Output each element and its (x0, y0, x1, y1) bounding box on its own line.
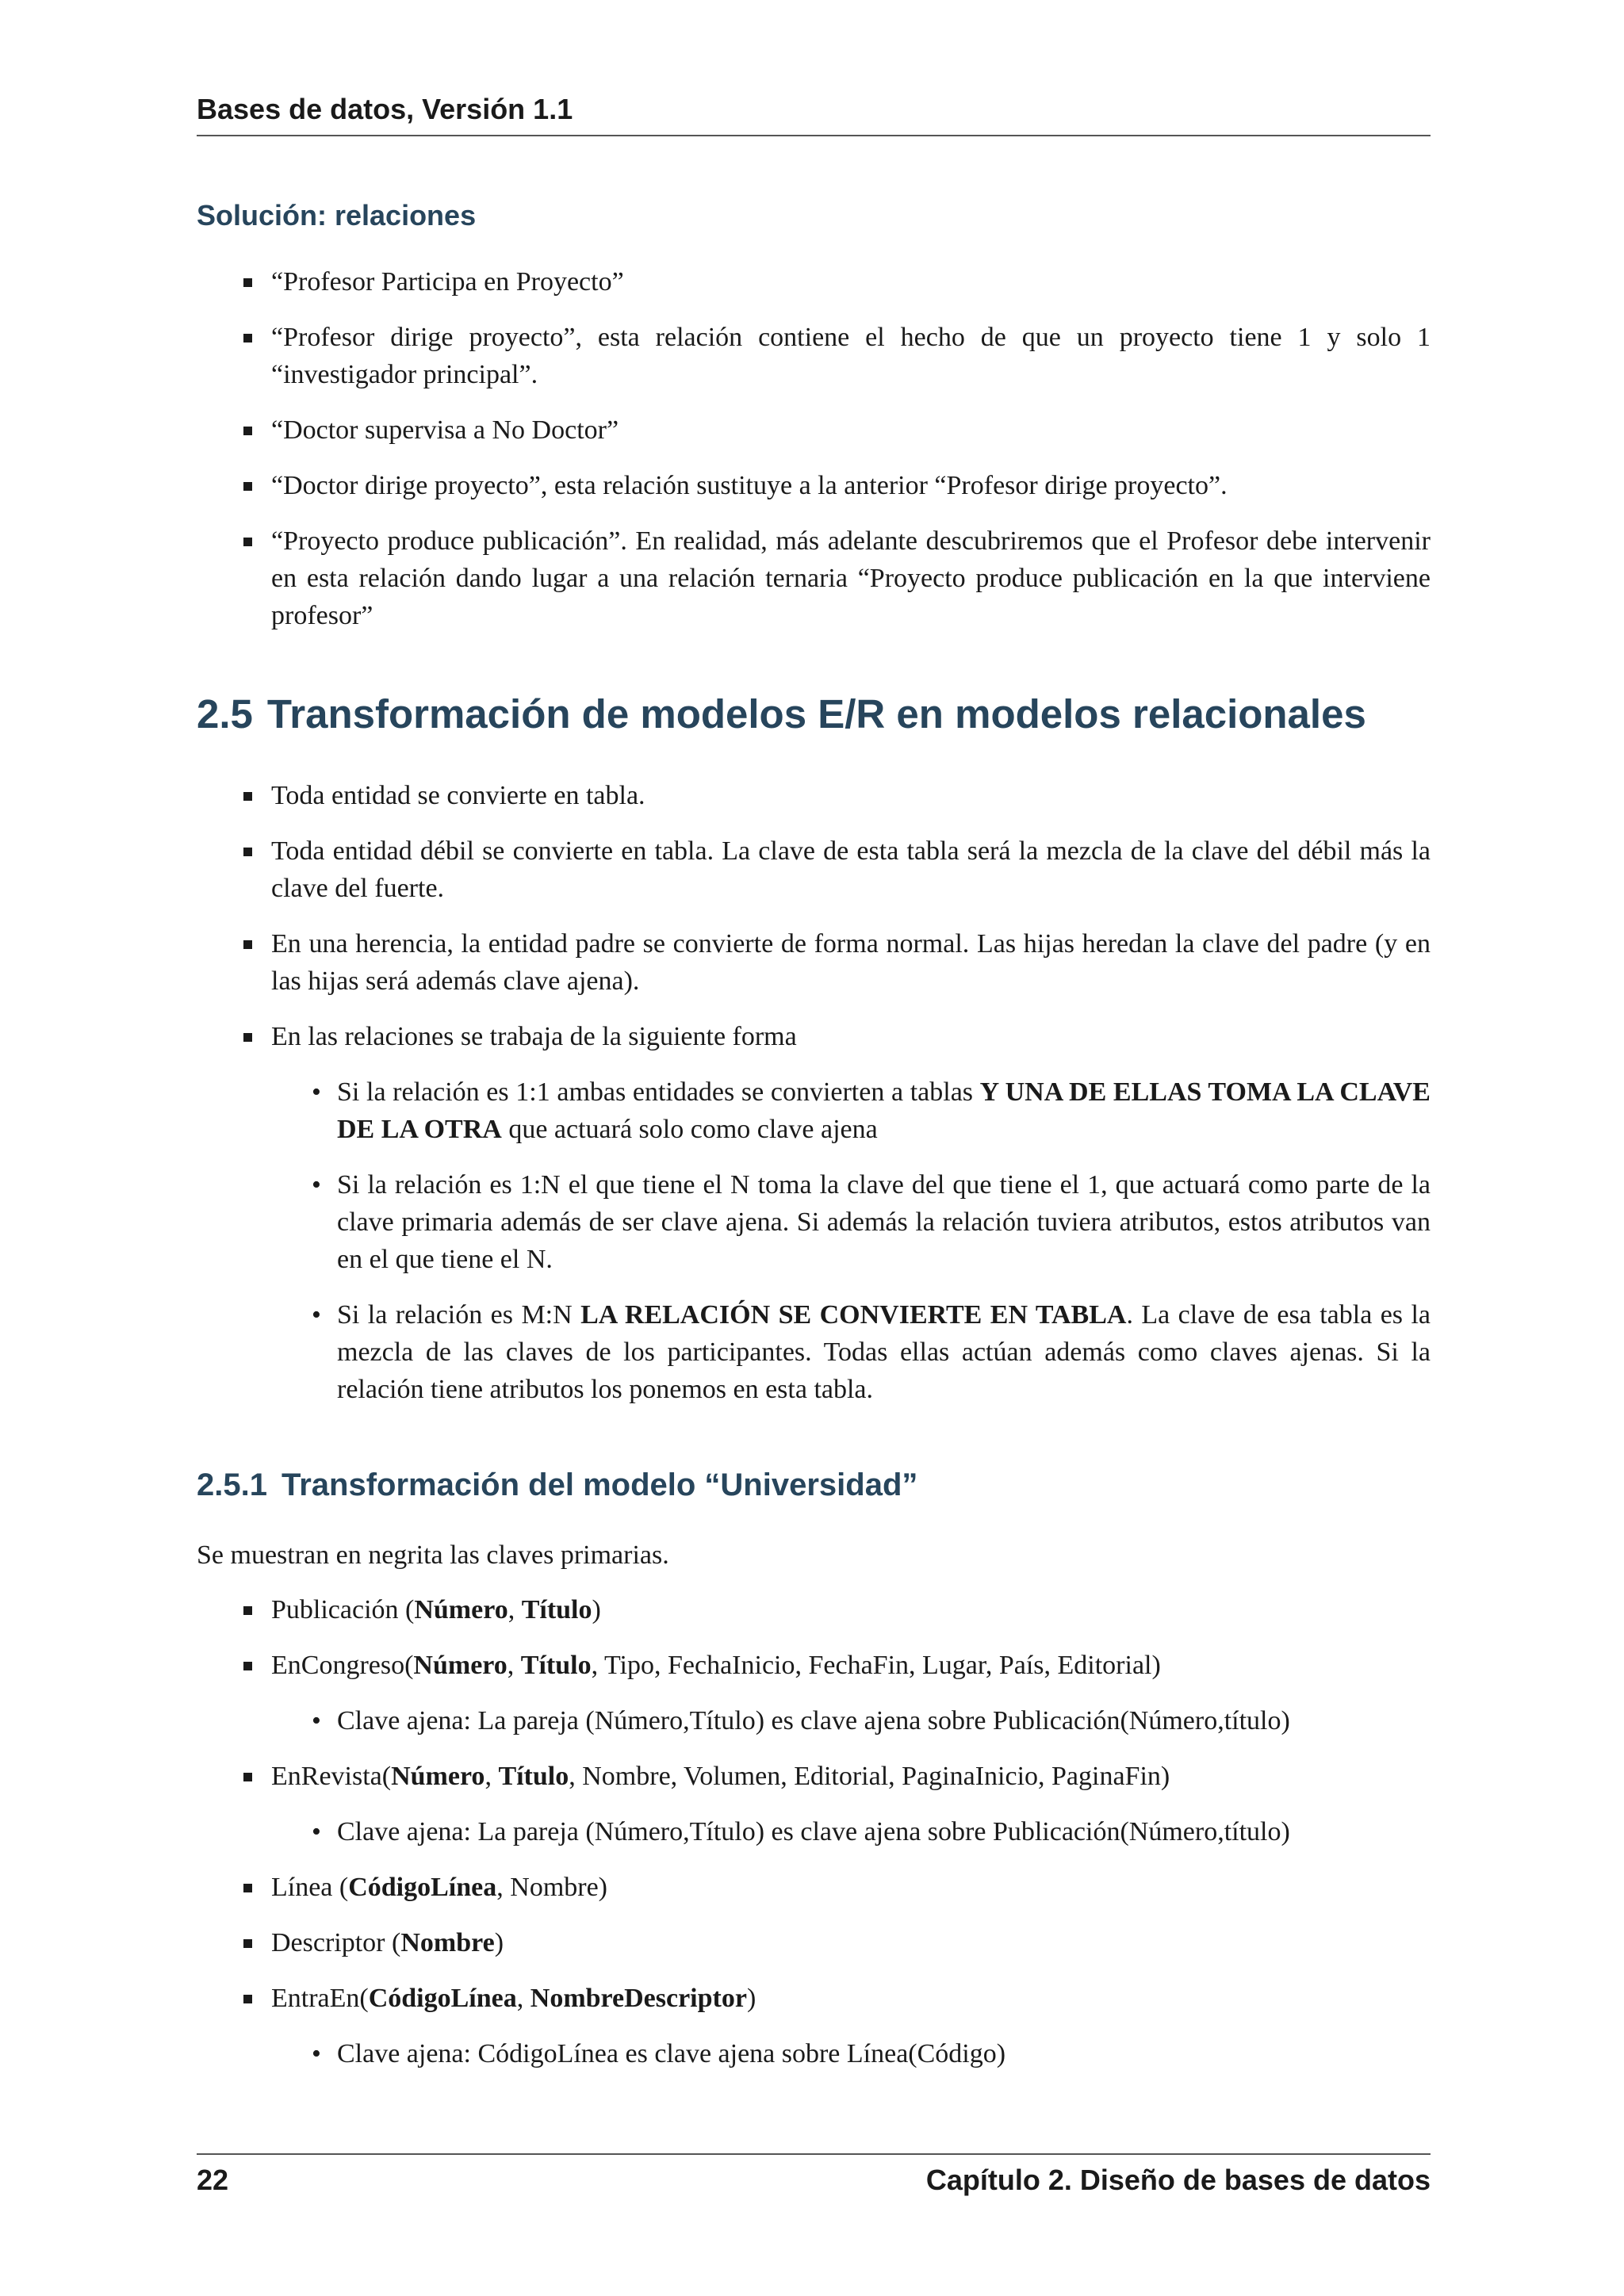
content (197, 198, 1431, 2091)
relation-rules-sublist (271, 1073, 1431, 1408)
sublist-item: • Clave ajena: La pareja (Número,Título) es clave ajena sobre Publicación(Número,título) (271, 1702, 1431, 1739)
table-item-linea: Línea (CódigoLínea, Nombre) (197, 1869, 1431, 1906)
square-bullet-icon (243, 1662, 252, 1670)
running-header: Bases de datos, Versión 1.1 (197, 92, 1431, 136)
dot-bullet-icon: • (312, 1817, 321, 1846)
sublist-item: • Si la relación es 1:1 ambas entidades se convierten a tablas Y UNA DE ELLAS TOMA LA CLAVE DE LA OTRA que actuará solo como clave ajena (271, 1073, 1431, 1148)
square-bullet-icon (243, 792, 252, 801)
section-title: Transformación de modelos E/R en modelos relacionales (266, 691, 1366, 737)
square-bullet-icon (243, 482, 252, 491)
list-item: “Proyecto produce publicación”. En realidad, más adelante descubriremos que el Profesor debe intervenir en esta relación dando lugar a una relación ternaria “Proyecto produce publicación en la que interviene profesor” (197, 522, 1431, 634)
square-bullet-icon (243, 1939, 252, 1948)
sublist-item: • Clave ajena: La pareja (Número,Título) es clave ajena sobre Publicación(Número,título) (271, 1813, 1431, 1850)
square-bullet-icon (243, 334, 252, 342)
page-number: 22 (197, 2164, 229, 2196)
table-item-publicacion: Publicación (Número, Título) (197, 1591, 1431, 1628)
list-item: “Profesor dirige proyecto”, esta relación contiene el hecho de que un proyecto tiene 1 y solo 1 “investigador principal”. (197, 319, 1431, 393)
list-item: En una herencia, la entidad padre se convierte de forma normal. Las hijas heredan la clave del padre (y en las hijas será además clave ajena). (197, 925, 1431, 1000)
list-item: “Doctor supervisa a No Doctor” (197, 411, 1431, 449)
section-heading (197, 690, 1431, 739)
chapter-title: Capítulo 2. Diseño de bases de datos (925, 2164, 1431, 2196)
tables-list (197, 1591, 1431, 2072)
square-bullet-icon (243, 940, 252, 949)
square-bullet-icon (243, 427, 252, 435)
section-number: 2.5 (197, 691, 253, 737)
foreign-key-sublist (271, 1813, 1431, 1850)
square-bullet-icon (243, 1995, 252, 2003)
list-item: Toda entidad se convierte en tabla. (197, 777, 1431, 814)
subsection-title: Transformación del modelo “Universidad” (281, 1468, 918, 1502)
square-bullet-icon (243, 278, 252, 287)
list-item: En las relaciones se trabaja de la siguiente forma • Si la relación es 1:1 ambas entidades se convierten a tablas Y UNA DE ELLAS TOMA LA CLAVE DE LA OTRA que actuará solo como clave ajena • Si la relación es 1:N el que tiene el N toma la clave del que tiene el 1, que actuará como parte de la clave primaria además de ser clave ajena. Si además la relación tuviera atributos, estos atributos van en el que tiene el N. • Si la relación es M:N LA RELACIÓN SE CONVIERTE EN TABLA. La clave de esa tabla es la mezcla de las claves de los participantes. Todas ellas actúan además como claves ajenas. Si la relación tiene atributos los ponemos en esta tabla. (197, 1018, 1431, 1408)
transformation-rules-list (197, 777, 1431, 1408)
list-item: Toda entidad débil se convierte en tabla. La clave de esta tabla será la mezcla de la clave del débil más la clave del fuerte. (197, 832, 1431, 907)
foreign-key-sublist (271, 1702, 1431, 1739)
page (197, 0, 1431, 2296)
solution-list (197, 263, 1431, 634)
subsection-number: 2.5.1 (197, 1468, 267, 1502)
table-item-descriptor: Descriptor (Nombre) (197, 1924, 1431, 1961)
dot-bullet-icon: • (312, 1300, 321, 1330)
dot-bullet-icon: • (312, 1170, 321, 1200)
sublist-item: • Si la relación es M:N LA RELACIÓN SE CONVIERTE EN TABLA. La clave de esa tabla es la mezcla de las claves de los participantes. Todas ellas actúan además como claves ajenas. Si la relación tiene atributos los ponemos en esta tabla. (271, 1296, 1431, 1408)
square-bullet-icon (243, 538, 252, 546)
foreign-key-sublist (271, 2035, 1431, 2072)
solution-heading: Solución: relaciones (197, 199, 477, 232)
running-footer (197, 2153, 1431, 2198)
intro-paragraph: Se muestran en negrita las claves primarias. (197, 1540, 669, 1570)
sublist-item: • Si la relación es 1:N el que tiene el N toma la clave del que tiene el 1, que actuará como parte de la clave primaria además de ser clave ajena. Si además la relación tuviera atributos, estos atributos van en el que tiene el N. (271, 1166, 1431, 1278)
table-item-encongreso: EnCongreso(Número, Título, Tipo, FechaInicio, FechaFin, Lugar, País, Editorial) • Clave ajena: La pareja (Número,Título) es clave ajena sobre Publicación(Número,título) (197, 1647, 1431, 1739)
square-bullet-icon (243, 1606, 252, 1615)
sublist-item: • Clave ajena: CódigoLínea es clave ajena sobre Línea(Código) (271, 2035, 1431, 2072)
table-item-entraen: EntraEn(CódigoLínea, NombreDescriptor) • Clave ajena: CódigoLínea es clave ajena sobre Línea(Código) (197, 1980, 1431, 2072)
square-bullet-icon (243, 848, 252, 856)
subsection-heading (197, 1465, 1431, 1505)
list-item: “Profesor Participa en Proyecto” (197, 263, 1431, 300)
dot-bullet-icon: • (312, 1706, 321, 1735)
dot-bullet-icon: • (312, 2039, 321, 2068)
square-bullet-icon (243, 1773, 252, 1781)
dot-bullet-icon: • (312, 1077, 321, 1107)
square-bullet-icon (243, 1884, 252, 1892)
list-item: “Doctor dirige proyecto”, esta relación sustituye a la anterior “Profesor dirige proyecto”. (197, 467, 1431, 504)
square-bullet-icon (243, 1033, 252, 1042)
table-item-enrevista: EnRevista(Número, Título, Nombre, Volumen, Editorial, PaginaInicio, PaginaFin) • Clave ajena: La pareja (Número,Título) es clave ajena sobre Publicación(Número,título) (197, 1758, 1431, 1850)
